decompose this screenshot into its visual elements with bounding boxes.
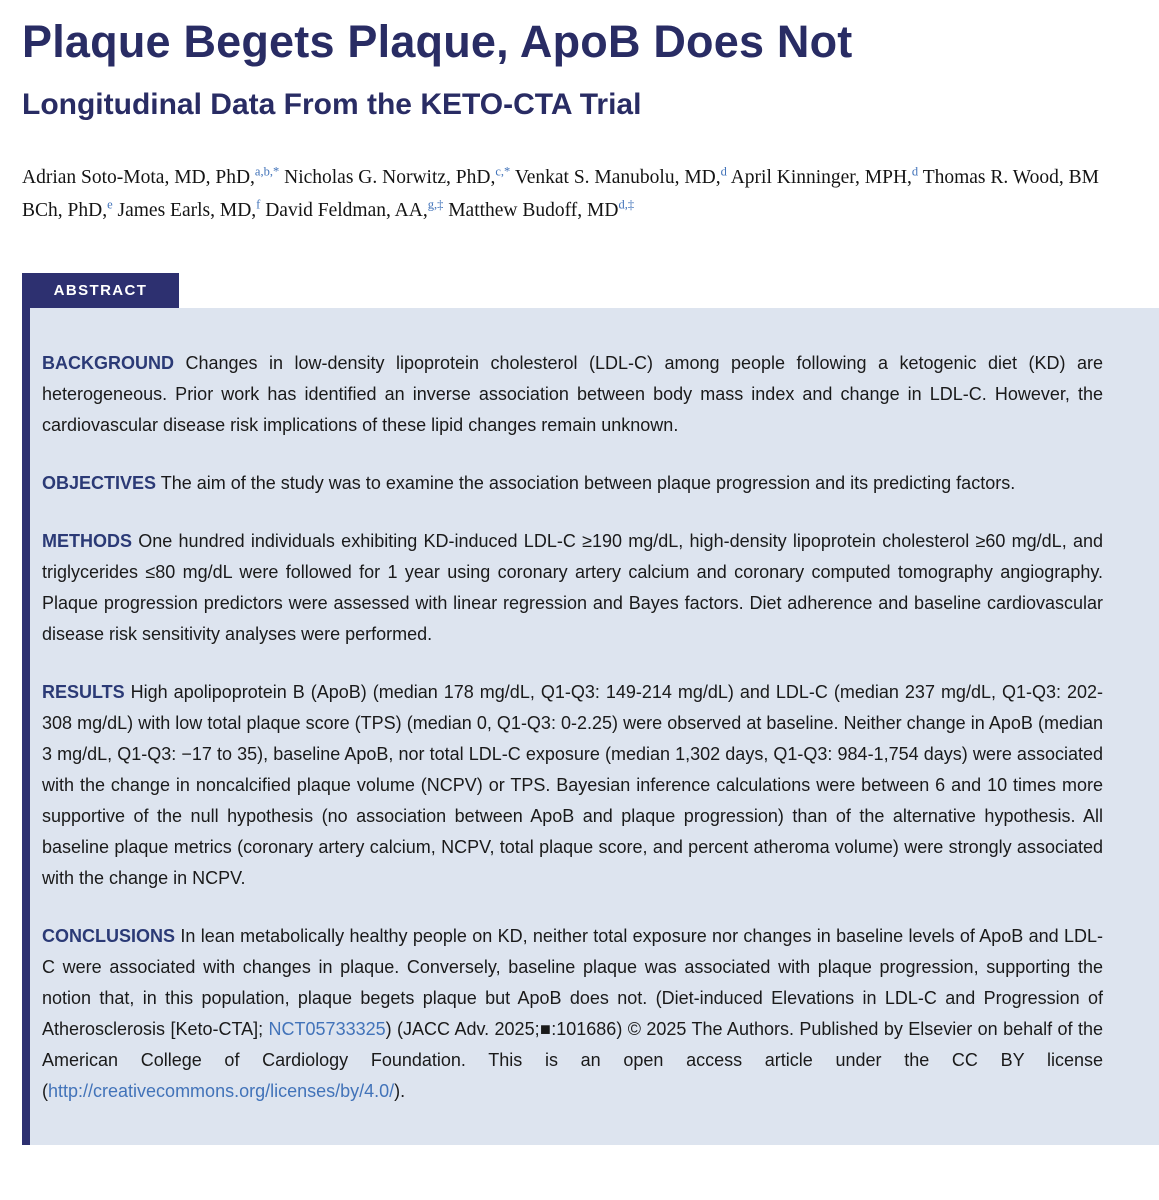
author: Nicholas G. Norwitz, PhD,$^{c,*}$	[284, 164, 511, 188]
section-text: The aim of the study was to examine the association between plaque progression and its predicting factors.	[160, 472, 1016, 493]
author-affiliation-superscript: d	[911, 164, 919, 179]
abstract-label: ABSTRACT	[22, 273, 179, 308]
article-subtitle: Longitudinal Data From the KETO-CTA Trial	[22, 87, 642, 121]
article-title: Plaque Begets Plaque, ApoB Does Not	[22, 16, 853, 67]
section-text: In lean metabolically healthy people on KD, neither total exposure nor changes in baseline levels of ApoB and LDL-C were associated with changes in plaque. Conversely, baseline plaque was associated with plaque progression, supporting the notion that, in this population, plaque begets plaque but ApoB does not. (Diet-induced Elevations in LDL-C and Progression of Atherosclerosis [Keto-CTA];	[42, 925, 1103, 1039]
abstract-conclusions-section	[42, 921, 1103, 1107]
author-affiliation-superscript: f	[256, 197, 261, 212]
author: Adrian Soto-Mota, MD, PhD,$^{a,b,*}$	[22, 164, 280, 188]
clinical-trial-registry-link[interactable]: NCT05733325	[268, 1018, 386, 1039]
section-heading: BACKGROUND	[42, 352, 174, 373]
section-text: Changes in low-density lipoprotein cholesterol (LDL-C) among people following a ketogenic diet (KD) are heterogeneous. Prior work has identified an inverse association between body mass index and change in LDL-C. However, the cardiovascular disease risk implications of these lipid changes remain unknown.	[42, 352, 1103, 435]
section-heading: CONCLUSIONS	[42, 925, 176, 946]
author-affiliation-superscript: d	[720, 164, 727, 179]
abstract-box	[22, 308, 1159, 1145]
section-heading: METHODS	[42, 530, 132, 551]
author-affiliation-superscript: e	[107, 197, 113, 212]
author: James Earls, MD,$^f$	[117, 197, 261, 221]
author-list	[22, 161, 1137, 227]
author-affiliation-superscript: c,*	[495, 164, 511, 179]
author-affiliation-superscript: g,‡	[427, 197, 444, 212]
section-text: One hundred individuals exhibiting KD-induced LDL-C ≥190 mg/dL, high-density lipoprotein cholesterol ≥60 mg/dL, and triglycerides ≤80 mg/dL were followed for 1 year using coronary artery calcium and coronary computed tomography angiography. Plaque progression predictors were assessed with linear regression and Bayes factors. Diet adherence and baseline cardiovascular disease risk sensitivity analyses were performed.	[42, 530, 1103, 644]
abstract-background-section	[42, 348, 1103, 441]
author-affiliation-superscript: d,‡	[618, 197, 635, 212]
author: David Feldman, AA,$^{g,\ddagger}$	[265, 197, 444, 221]
author: April Kinninger, MPH,$^d$	[730, 164, 919, 188]
section-text: ) (JACC Adv. 2025;■:101686) © 2025 The Authors. Published by Elsevier on behalf of the American College of Cardiology Foundation. This is an open access article under the CC BY license (	[42, 1018, 1103, 1101]
author-affiliation-superscript: a,b,*	[254, 164, 280, 179]
abstract-objectives-section	[42, 468, 1103, 499]
abstract-section	[22, 273, 1159, 1145]
section-heading: RESULTS	[42, 681, 125, 702]
cc-by-license-link[interactable]: http://creativecommons.org/licenses/by/4.0/	[48, 1080, 395, 1101]
section-heading: OBJECTIVES	[42, 472, 157, 493]
author: Matthew Budoff, MD$^{d,\ddagger}$	[448, 197, 635, 221]
author: Venkat S. Manubolu, MD,$^d$	[514, 164, 727, 188]
abstract-methods-section	[42, 526, 1103, 650]
section-text: ).	[394, 1080, 406, 1101]
author: Thomas R. Wood, BM BCh, PhD,$^e$	[22, 166, 1099, 221]
abstract-results-section	[42, 677, 1103, 894]
section-text: High apolipoprotein B (ApoB) (median 178 mg/dL, Q1-Q3: 149-214 mg/dL) and LDL-C (median 237 mg/dL, Q1-Q3: 202-308 mg/dL) with low total plaque score (TPS) (median 0, Q1-Q3: 0-2.25) were observed at baseline. Neither change in ApoB (median 3 mg/dL, Q1-Q3: −17 to 35), baseline ApoB, nor total LDL-C exposure (median 1,302 days, Q1-Q3: 984-1,754 days) were associated with the change in noncalcified plaque volume (NCPV) or TPS. Bayesian inference calculations were between 6 and 10 times more supportive of the null hypothesis (no association between ApoB and plaque progression) than of the alternative hypothesis. All baseline plaque metrics (coronary artery calcium, NCPV, total plaque score, and percent atheroma volume) were strongly associated with the change in NCPV.	[42, 681, 1103, 888]
